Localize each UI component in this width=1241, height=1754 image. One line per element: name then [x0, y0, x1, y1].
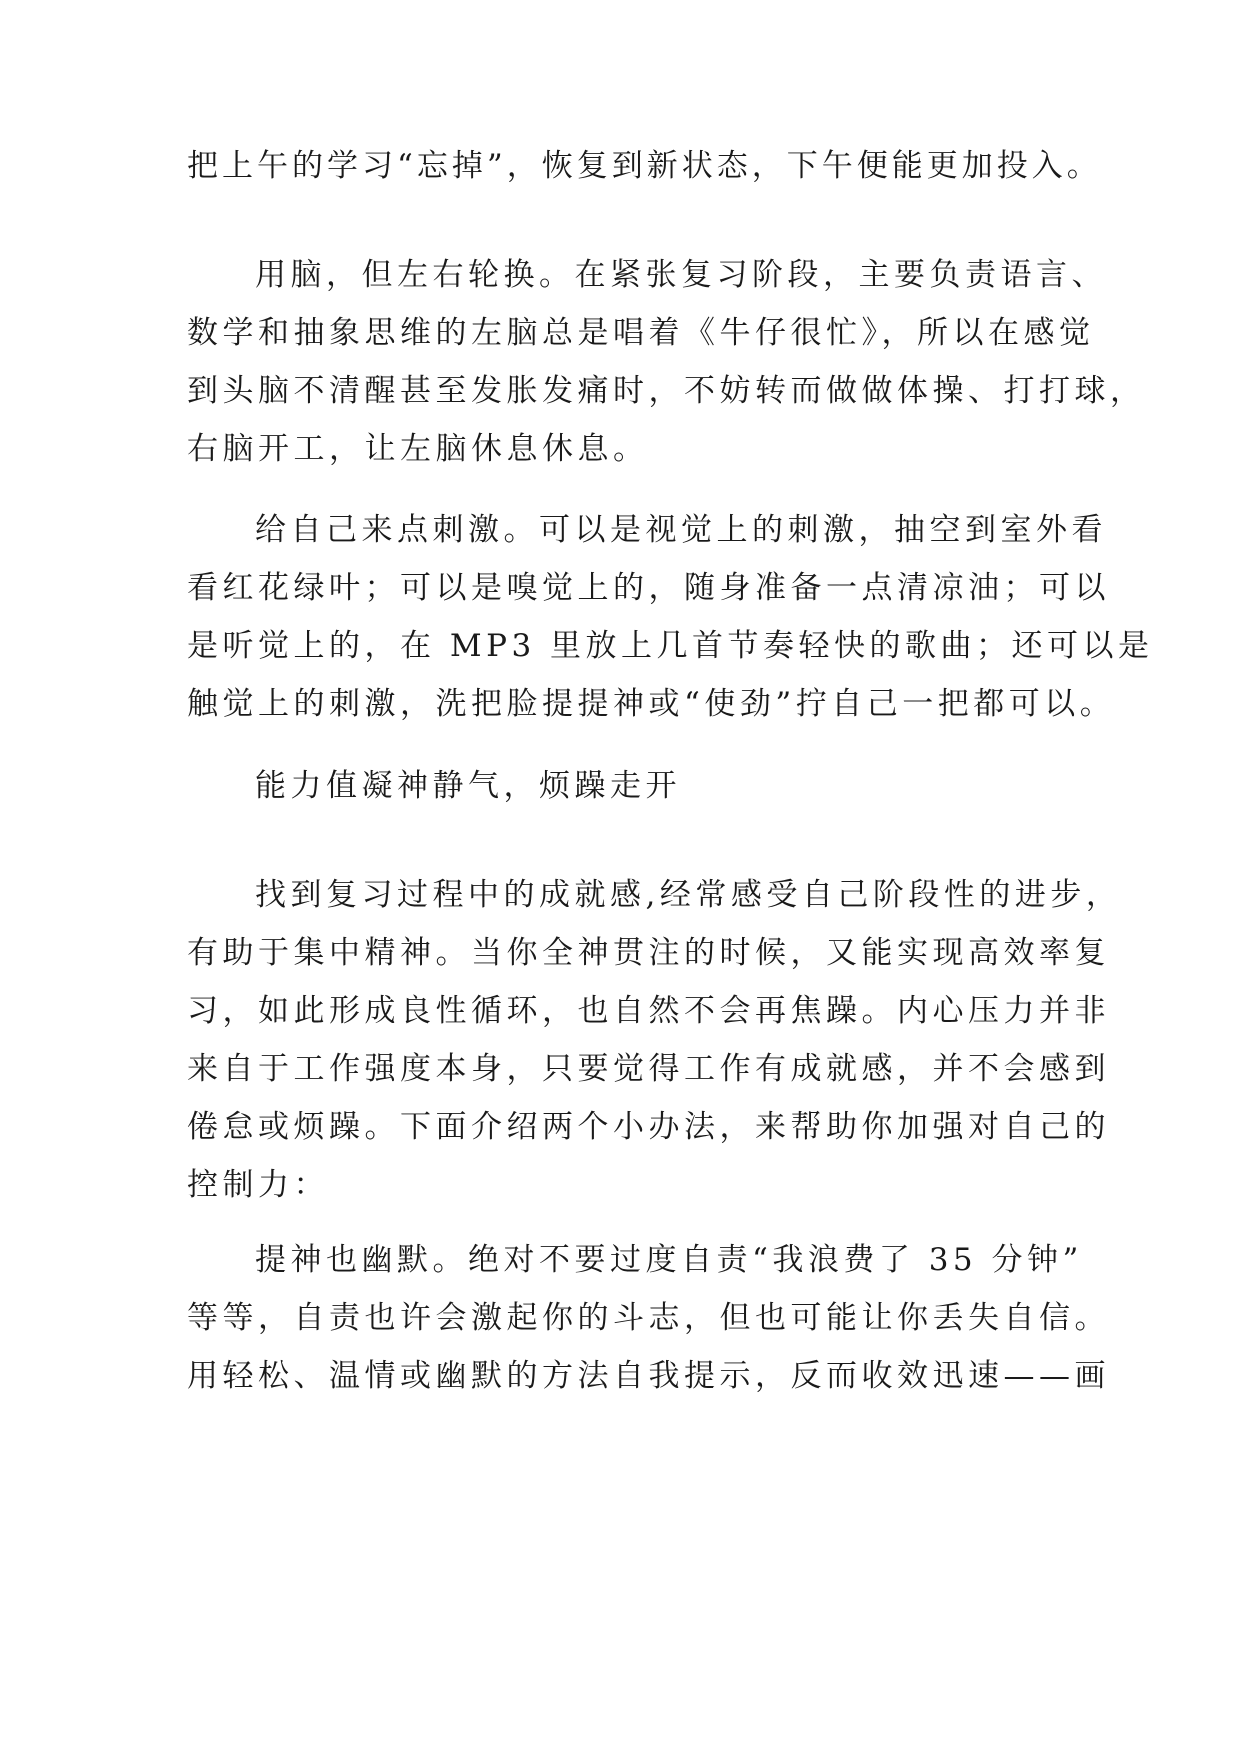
text-line: 习，如此形成良性循环，也自然不会再焦躁。内心压力并非 — [187, 993, 1110, 1029]
text-line: 到头脑不清醒甚至发胀发痛时，不妨转而做做体操、打打球， — [187, 373, 1146, 409]
text-line: 倦怠或烦躁。下面介绍两个小办法，来帮助你加强对自己的 — [187, 1109, 1110, 1145]
paragraph-continuation — [187, 137, 1102, 195]
paragraph-stimulation — [187, 501, 1154, 733]
paragraph-brain-alternation — [187, 246, 1146, 478]
text-line: 数学和抽象思维的左脑总是唱着《牛仔很忙》，所以在感觉 — [187, 315, 1095, 351]
paragraph-achievement — [187, 866, 1122, 1214]
text-line: 找到复习过程中的成就感,经常感受自己阶段性的进步， — [255, 877, 1122, 913]
text-line: 控制力： — [187, 1167, 329, 1203]
text-line: 给自己来点刺激。可以是视觉上的刺激，抽空到室外看 — [255, 512, 1107, 548]
heading-line: 能力值凝神静气，烦躁走开 — [255, 768, 681, 804]
text-line: 提神也幽默。绝对不要过度自责“我浪费了 35 分钟” — [255, 1242, 1083, 1278]
text-line: 用脑，但左右轮换。在紧张复习阶段，主要负责语言、 — [255, 257, 1107, 293]
text-line: 看红花绿叶；可以是嗅觉上的，随身准备一点清凉油；可以 — [187, 570, 1110, 606]
text-line: 等等，自责也许会激起你的斗志，但也可能让你丢失自信。 — [187, 1300, 1110, 1336]
section-heading — [187, 757, 1067, 815]
text-line: 把上午的学习“忘掉”，恢复到新状态，下午便能更加投入。 — [187, 148, 1102, 184]
text-line: 触觉上的刺激，洗把脸提提神或“使劲”拧自己一把都可以。 — [187, 686, 1116, 722]
text-line: 是听觉上的，在 MP3 里放上几首节奏轻快的歌曲；还可以是 — [187, 628, 1154, 664]
text-line: 用轻松、温情或幽默的方法自我提示，反而收效迅速——画 — [187, 1358, 1110, 1394]
paragraph-humor — [187, 1231, 1110, 1405]
text-line: 有助于集中精神。当你全神贯注的时候，又能实现高效率复 — [187, 935, 1110, 971]
text-line: 来自于工作强度本身，只要觉得工作有成就感，并不会感到 — [187, 1051, 1110, 1087]
text-line: 右脑开工，让左脑休息休息。 — [187, 431, 649, 467]
